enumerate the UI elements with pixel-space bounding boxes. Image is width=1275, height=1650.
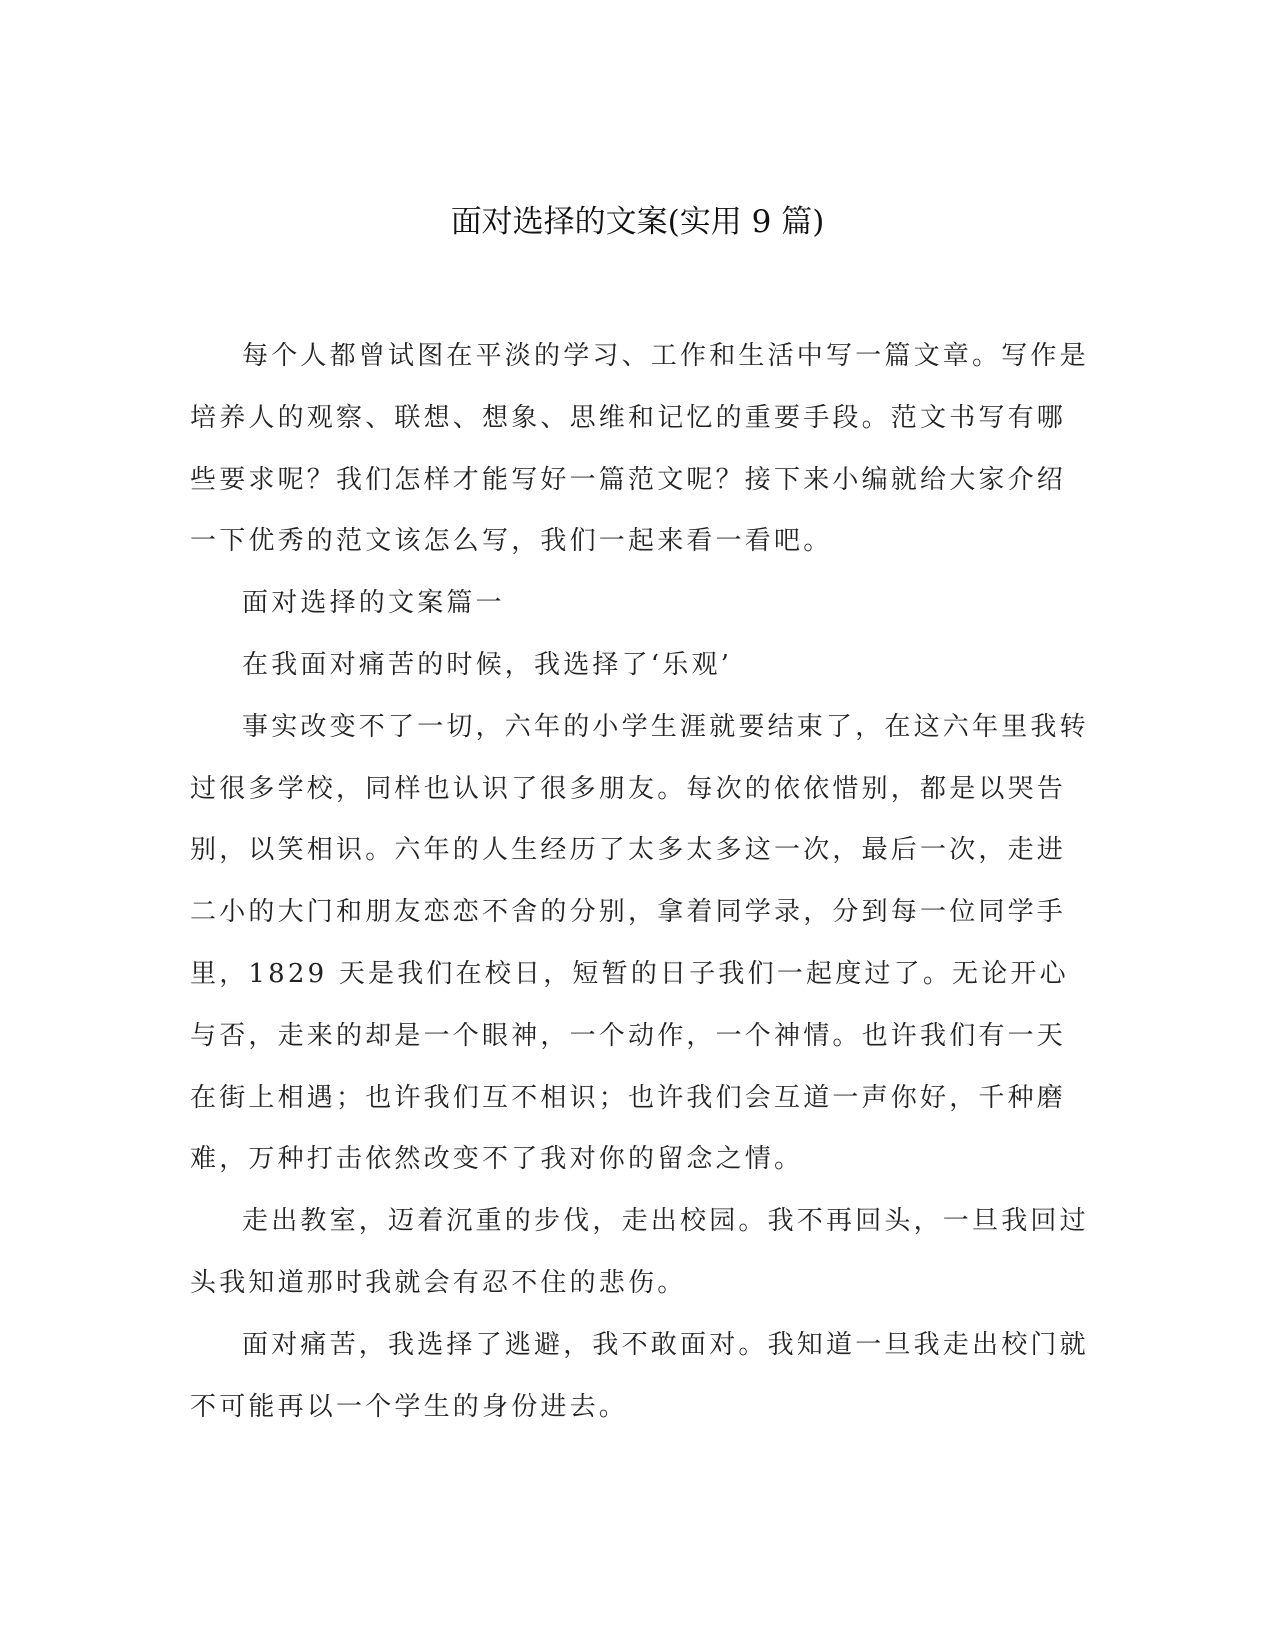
body-paragraph: 事实改变不了一切，六年的小学生涯就要结束了，在这六年里我转过很多学校，同样也认识了很多朋友。每次的依依惜别，都是以哭告别，以笑相识。六年的人生经历了太多太多这一次，最后一次，走进二小的大门和朋友恋恋不舍的分别，拿着同学录，分到每一位同学手里，1829 天是我们在校日，短暂的日子我们一起度过了。无论开心与否，走来的却是一个眼神，一个动作，一个神情。也许我们有一天在街上相遇；也许我们互不相识；也许我们会互道一声你好，千种磨难，万种打击依然改变不了我对你的留念之情。	[190, 711, 1089, 1175]
section-subtitle: 在我面对痛苦的时候，我选择了‘乐观’	[242, 649, 733, 680]
body-paragraph: 走出教室，迈着沉重的步伐，走出校园。我不再回头，一旦我回过头我知道那时我就会有忍不住的悲伤。	[190, 1206, 1089, 1298]
document-body	[190, 326, 1090, 1438]
body-paragraph: 面对痛苦，我选择了逃避，我不敢面对。我知道一旦我走出校门就不可能再以一个学生的身份进去。	[190, 1329, 1089, 1422]
document-title: 面对选择的文案(实用 9 篇)	[450, 204, 825, 240]
intro-paragraph: 每个人都曾试图在平淡的学习、工作和生活中写一篇文章。写作是培养人的观察、联想、想象、思维和记忆的重要手段。范文书写有哪些要求呢？我们怎样才能写好一篇范文呢？接下来小编就给大家介绍一下优秀的范文该怎么写，我们一起来看一看吧。	[190, 341, 1089, 557]
section-heading: 面对选择的文案篇一	[242, 588, 505, 619]
